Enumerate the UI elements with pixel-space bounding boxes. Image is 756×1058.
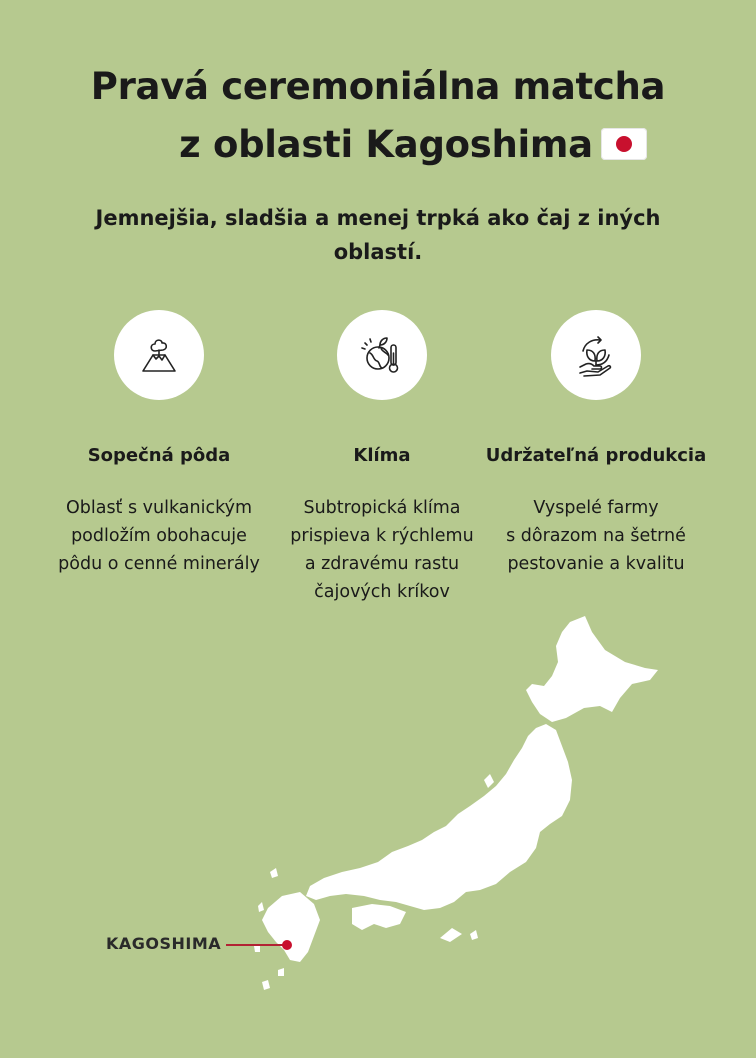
kagoshima-label: KAGOSHIMA	[106, 934, 222, 953]
feature-title: Sopečná pôda	[87, 445, 231, 466]
sustainable-leaf-hand-icon	[551, 310, 641, 400]
volcano-icon	[114, 310, 204, 400]
kagoshima-pointer-line	[226, 944, 284, 946]
features-row	[0, 310, 756, 630]
feature-text: Vyspelé farmy s dôrazom na šetrné pestovanie a kvalitu	[506, 498, 686, 574]
feature-volcanic-soil	[39, 310, 279, 578]
feature-text: Subtropická klíma prispieva k rýchlemu a zdravému rastu čajových kríkov	[290, 498, 474, 602]
feature-title: Klíma	[353, 445, 411, 466]
page-title	[0, 58, 756, 174]
japan-map-icon	[240, 610, 670, 1010]
title-line-2-wrap	[0, 116, 756, 174]
climate-earth-thermometer-icon	[337, 310, 427, 400]
title-line-2: z oblasti Kagoshima	[179, 123, 593, 166]
feature-text: Oblasť s vulkanickým podložím obohacuje pôdu o cenné minerály	[58, 498, 260, 574]
title-line-1: Pravá ceremoniálna matcha	[90, 65, 666, 108]
subtitle: Jemnejšia, sladšia a menej trpká ako čaj z iných oblastí.	[95, 206, 661, 264]
feature-title: Udržateľná produkcia	[485, 445, 707, 466]
japan-flag-icon	[601, 128, 647, 160]
kagoshima-location-marker	[282, 940, 292, 950]
feature-climate	[262, 310, 502, 606]
feature-sustainable-production	[476, 310, 716, 578]
